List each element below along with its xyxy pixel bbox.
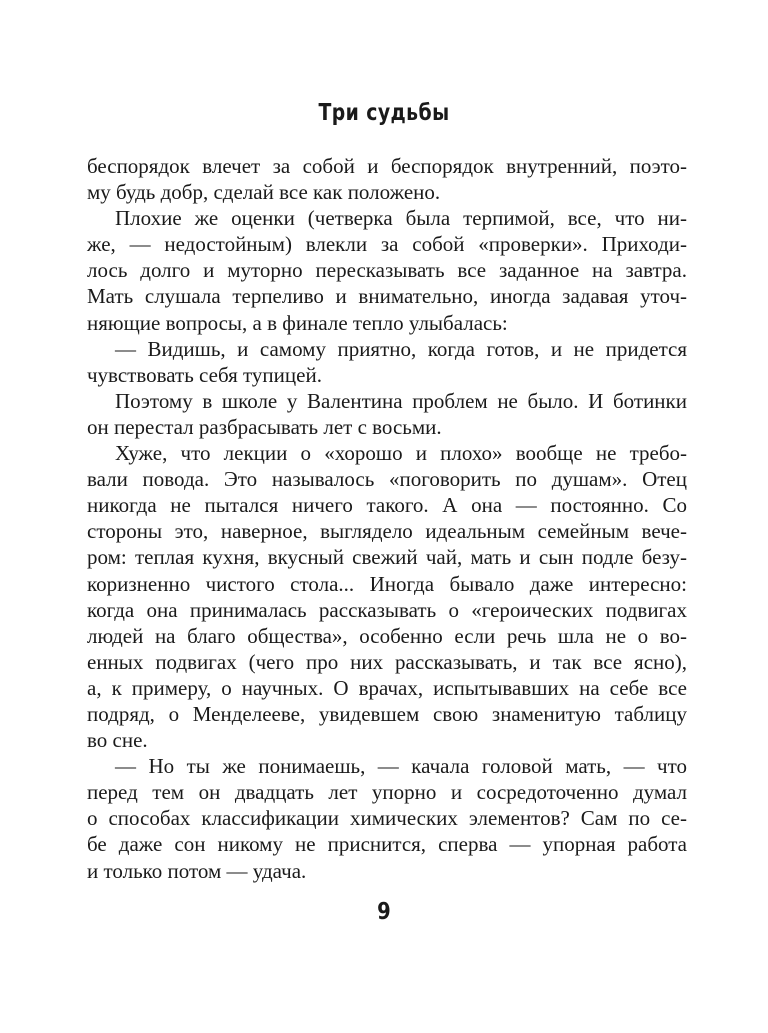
body-text	[87, 153, 687, 884]
text-line: о способах классификации химических элементов? Сам по се-	[87, 806, 687, 831]
text-line: чувствовать себя тупицей.	[87, 362, 322, 387]
text-line: во сне.	[87, 728, 148, 753]
text-line: подряд, о Менделееве, увидевшем свою знаменитую таблицу	[87, 701, 687, 726]
text-line: когда она принималась рассказывать о «героических подвигах	[87, 597, 687, 622]
running-title: Три судьбы	[318, 100, 450, 126]
text-line: Мать слушала терпеливо и внимательно, иногда задавая уточ-	[87, 284, 687, 309]
text-line: людей на благо общества», особенно если речь шла не о во-	[87, 623, 687, 648]
text-line: енных подвигах (чего про них рассказывать, и так все ясно),	[87, 649, 687, 674]
text-line: — Видишь, и самому приятно, когда готов, и не придется	[115, 336, 687, 361]
text-line: перед тем он двадцать лет упорно и сосредоточенно думал	[87, 780, 687, 805]
text-line: Плохие же оценки (четверка была терпимой, все, что ни-	[115, 206, 687, 231]
page-number: 9	[377, 899, 391, 925]
text-line: ром: теплая кухня, вкусный свежий чай, мать и сын подле безу-	[87, 545, 687, 570]
text-line: же, — недостойным) влекли за собой «проверки». Приходи-	[87, 232, 687, 257]
text-line: стороны это, наверное, выглядело идеальным семейным вече-	[87, 519, 687, 544]
text-line: — Но ты же понимаешь, — качала головой мать, — что	[115, 754, 687, 779]
text-line: Поэтому в школе у Валентина проблем не было. И ботинки	[115, 388, 687, 413]
text-line: никогда не пытался ничего такого. А она — постоянно. Со	[87, 493, 687, 518]
text-line: и только потом — удача.	[87, 858, 307, 883]
text-line: му будь добр, сделай все как положено.	[87, 180, 441, 205]
text-line: лось долго и муторно пересказывать все заданное на завтра.	[87, 258, 687, 283]
text-line: бе даже сон никому не приснится, сперва — упорная работа	[87, 832, 687, 857]
text-line: няющие вопросы, а в финале тепло улыбалась:	[87, 310, 508, 335]
text-line: Хуже, что лекции о «хорошо и плохо» вообще не требо-	[115, 441, 687, 466]
text-line: коризненно чистого стола... Иногда бывало даже интересно:	[87, 571, 687, 596]
text-line: вали повода. Это называлось «поговорить по душам». Отец	[87, 467, 687, 492]
text-line: беспорядок влечет за собой и беспорядок внутренний, поэто-	[87, 154, 687, 178]
text-line: он перестал разбрасывать лет с восьми.	[87, 414, 442, 439]
text-line: а, к примеру, о научных. О врачах, испытывавших на себе все	[87, 675, 687, 700]
